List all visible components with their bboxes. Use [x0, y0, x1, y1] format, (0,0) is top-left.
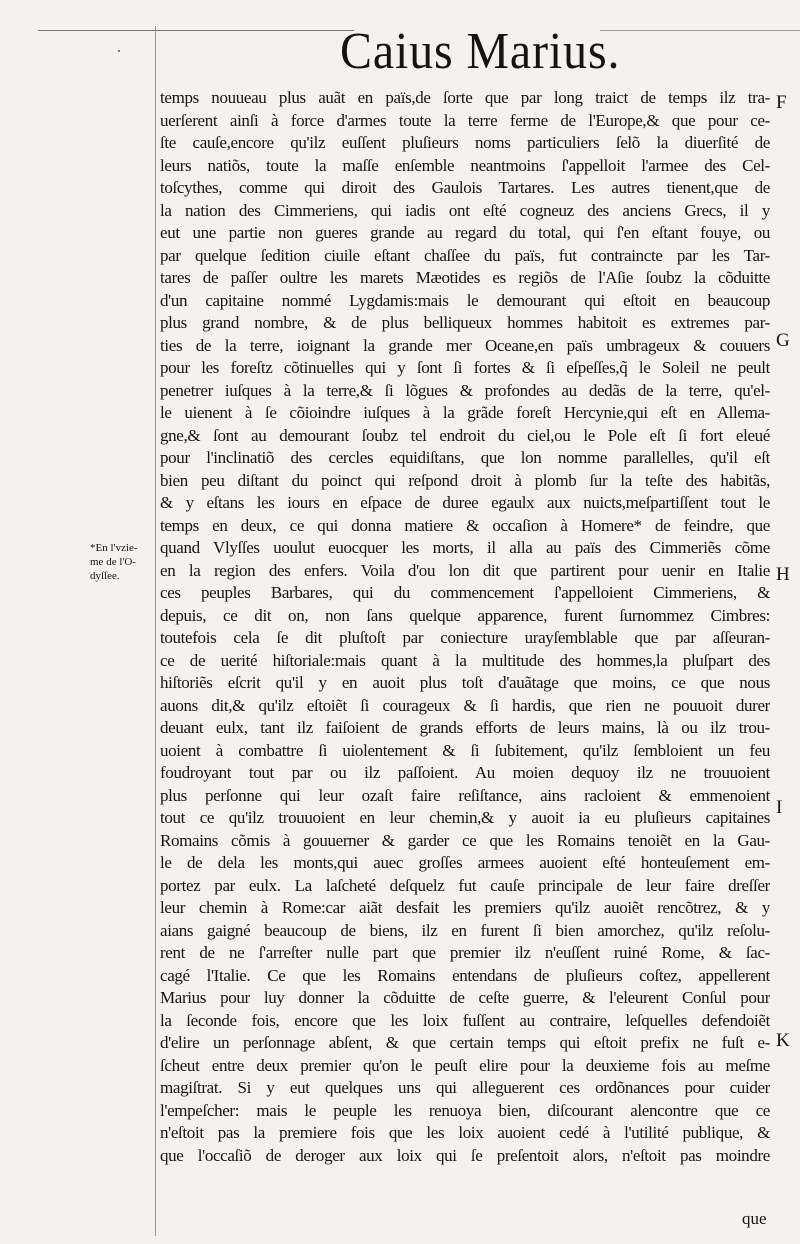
- side-letter-i: I: [776, 797, 783, 818]
- text-line: tout ce qu'ilz trouuoient en leur chemin,& y auoit ia eu pluſieurs capitaines: [160, 808, 770, 827]
- margin-note: [90, 541, 154, 583]
- margin-note-line: dyſſee.: [90, 570, 120, 582]
- text-line: d'un capitaine nommé Lygdamis:mais le demourant qui eſtoit en beaucoup: [160, 290, 770, 310]
- text-line: gne,& ſont au demourant ſoubz tel endroit du ciel,ou le Pole eſt ſi fort eleué: [160, 425, 770, 445]
- text-line: toſcythes, comme qui diroit des Gaulois Tartares. Les autres tienent,que de: [160, 178, 770, 197]
- text-line: le de dela les monts,qui auec groſſes armees auoient eſté honteuſement em-: [160, 853, 770, 872]
- text-line: foudroyant tout par ou ilz paſſoient. Au moien dequoy ilz ne trouuoient: [160, 763, 770, 782]
- header-rule-right: [600, 30, 800, 31]
- text-line: hiſtoriẽs eſcrit qu'il y en auoit plus toſt d'auãtage que moins, ce que nous: [160, 673, 770, 692]
- text-line: ſcheut entre deux premier qu'on le peuſt elire pour la deuxieme fois au meſme: [160, 1055, 770, 1075]
- text-line: deuant eulx, tant ilz faiſoient de grands efforts de leurs mains, là ou ilz trou-: [160, 718, 770, 737]
- text-line: portez par eulx. La laſcheté deſquelz fut cauſe principale de leur faire dreſſer: [160, 875, 770, 895]
- catchword: que: [742, 1209, 767, 1228]
- text-line: magiſtrat. Si y eut quelques uns qui alleguerent ces ordõnances pour cuider: [160, 1078, 770, 1097]
- text-line: Marius pour luy donner la cõduitte de ceſte guerre, & l'eleurent Conſul pour: [160, 988, 770, 1007]
- text-line: la ſeconde fois, encore que les loix fuſſent au contraire, leſquelles defendoiẽt: [160, 1010, 770, 1030]
- text-line: d'elire un perſonnage abſent, & que certain temps qui eſtoit prefix ne fuſt e-: [160, 1033, 770, 1052]
- text-line: leurs natiõs, toute la maſſe enſemble neantmoins ſ'appelloit l'armee des Cel-: [160, 155, 770, 175]
- text-line: eut une partie non gueres grande au regard du total, qui ſ'en eſtant fouye, ou: [160, 223, 770, 242]
- text-line: temps en deux, ce qui donna matiere & occaſion à Homere* de feindre, que: [160, 515, 770, 535]
- text-line: uerſerent ainſi à force d'armes toute la terre ferme de l'Europe,& que pour ce-: [160, 110, 770, 130]
- text-line: ſte cauſe,encore qu'ilz euſſent pluſieurs noms particuliers ſelõ la diuerſité de: [160, 133, 770, 152]
- text-line: depuis, ce dit on, non ſans quelque apparence, furent ſurnommez Cimbres:: [160, 605, 770, 625]
- text-line: penetrer iuſques à la terre,& ſi lõgues & profondes au dedãs de la terre, qu'el-: [160, 380, 770, 400]
- side-letter-k: K: [776, 1030, 790, 1051]
- text-line: tares de paſſer oultre les marets Mæotides es regiõs de l'Aſie ſoubz la cõduitte: [160, 268, 770, 287]
- text-line: pour l'inclinatiõ des cercles equidiſtans, que lon nomme parallelles, qu'il eſt: [160, 448, 770, 467]
- text-line: l'empeſcher: mais le peuple les renuoya bien, diſcourant alencontre que ce: [160, 1100, 770, 1120]
- text-line: quand Vlyſſes uoulut euocquer les morts, il alla au païs des Cimmeriẽs cõme: [160, 538, 770, 557]
- margin-note-line: me de l'O-: [90, 556, 136, 568]
- text-line: ties de la terre, ioignant la grande mer Oceane,en païs umbrageux & couuers: [160, 335, 770, 355]
- text-line: pour les foreſtz cõtinuelles qui y ſont ſi fortes & ſi eſpeſſes,q̃ le Soleil ne peult: [160, 358, 770, 377]
- text-line: cagé l'Italie. Ce que les Romains entendans de pluſieurs coſtez, appellerent: [160, 965, 770, 985]
- text-line: rent de ne ſ'arreſter nulle part que premier ilz n'euſſent ruiné Rome, & ſac-: [160, 943, 770, 962]
- text-line: bien peu diſtant du poinct qui reſpond droit à plomb ſur la teſte des habitãs,: [160, 470, 770, 490]
- margin-note-line: *En l'vzie-: [90, 542, 138, 554]
- text-line: plus grand nombre, & de plus belliqueux hommes habitoit es extremes par-: [160, 313, 770, 332]
- side-letter-f: F: [776, 92, 787, 113]
- text-line: uoient à combattre ſi uiolentement & ſi ſubitement, qu'ilz ſembloient un feu: [160, 740, 770, 760]
- text-line: leur chemin à Rome:car aiãt desfait les premiers qu'ilz auoiẽt rencõtrez, & y: [160, 898, 770, 917]
- header-rule: [38, 30, 354, 31]
- text-line: & y eſtans les iours en eſpace de duree egaulx aux nuicts,meſpartiſſent tout le: [160, 493, 770, 512]
- text-line: aians gaigné beaucoup de biens, ilz en furent ſi bien amorchez, qu'ilz reſolu-: [160, 920, 770, 940]
- text-line: ces peuples Barbares, qui du commencement ſ'appelloient Cimmeriens, &: [160, 583, 770, 602]
- text-line: ce de uerité hiſtoriale:mais quant à la multitude des hommes,la pluſpart des: [160, 650, 770, 670]
- text-line: Romains cõmis à gouuerner & garder ce que les Romains tenoiẽt en la Gau-: [160, 830, 770, 850]
- text-line: n'eſtoit pas la premiere fois que les loix auoient cedé à l'utilité publique, &: [160, 1123, 770, 1142]
- text-line: que l'occaſiõ de deroger aux loix qui ſe preſentoit alors, n'eſtoit pas moindre: [160, 1145, 770, 1165]
- side-letter-h: H: [776, 564, 790, 585]
- ink-speck: [118, 50, 120, 52]
- side-letter-g: G: [776, 330, 790, 351]
- text-line: temps nouueau plus auãt en païs,de ſorte que par long traict de temps ilz tra-: [160, 88, 770, 107]
- text-line: auons dit,& qu'ilz eſtoiẽt ſi courageux & ſi hardis, que rien ne pouuoit durer: [160, 695, 770, 715]
- text-line: par quelque ſedition ciuile eſtant chaſſee du païs, fut contraincte par les Tar-: [160, 245, 770, 265]
- body-text: [160, 87, 770, 1167]
- text-line: plus perſonne qui leur ozaſt faire reſiſtance, ains racloient & emmenoient: [160, 785, 770, 805]
- text-line: le uienent à ſe cõioindre iuſques à la grãde foreſt Hercynie,qui eſt en Allema-: [160, 403, 770, 422]
- text-line: en la region des enfers. Voila d'ou lon dit que partirent pour uenir en Italie: [160, 560, 770, 580]
- text-line: la nation des Cimmeriens, qui iadis ont eſté cogneuz des anciens Grecs, il y: [160, 200, 770, 220]
- column-rule: [155, 26, 156, 1236]
- running-title: Caius Marius.: [340, 23, 621, 80]
- text-line: toutefois cela ſe dit pluſtoſt par coniecture urayſemblable que par aſſeuran-: [160, 628, 770, 647]
